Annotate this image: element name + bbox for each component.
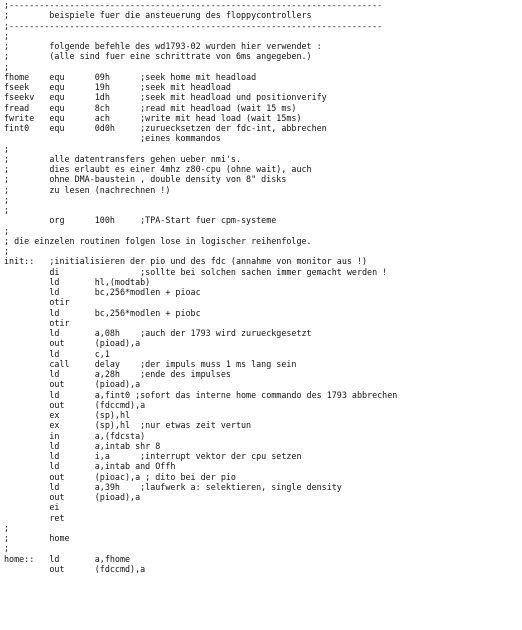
code-line: ld a,intab shr 8 [4, 440, 161, 451]
code-line: out (pioad),a [4, 492, 141, 502]
code-line: ld hl,(modtab) [4, 276, 151, 287]
code-line: init:: ;initialisieren der pio und des fdc (annahme von monitor aus !) [4, 256, 368, 267]
code-line: otir [4, 297, 70, 308]
code-line: otir [4, 317, 70, 328]
code-line: di ;sollte bei solchen sachen immer gemacht werden ! [4, 266, 388, 277]
code-line: fint0 equ 0d0h ;zuruecksetzen der fdc-int, abbrechen [4, 123, 327, 133]
code-line: ; [4, 205, 10, 215]
code-line: ret [4, 512, 65, 523]
assembly-listing [4, 0, 520, 574]
code-line: ld a,39h ;laufwerk a: selektieren, single density [4, 481, 342, 492]
code-line: fseek equ 19h ;seek mit headload [4, 82, 231, 92]
code-line: ; [4, 543, 10, 554]
code-line: ; [4, 61, 10, 72]
code-line: out (pioac),a ; dito bei der pio [4, 471, 236, 482]
code-line: ; alle datentransfers gehen ueber nmi's. [4, 153, 241, 164]
code-line: ex (sp),hl [4, 410, 131, 420]
code-line: fseekv equ 1dh ;seek mit headload und positionverify [4, 92, 327, 103]
code-line: ; beispiele fuer die ansteuerung des floppycontrollers [4, 10, 312, 21]
code-line: out (fdccmd),a [4, 563, 146, 574]
code-line: home:: ld a,fhome [4, 553, 131, 564]
code-line: ; zu lesen (nachrechnen !) [4, 184, 171, 195]
code-line: fhome equ 09h ;seek home mit headload [4, 71, 257, 82]
code-line: out (pioad),a [4, 379, 141, 390]
code-line: ld a,fint0 ;sofort das interne home commando des 1793 abbrechen [4, 389, 398, 400]
code-line: ; [4, 194, 10, 205]
code-line: ;-------------------------------------------------------------------------- [4, 0, 383, 10]
code-line: ;eines kommandos [4, 133, 221, 144]
code-line: ld a,intab and Offh [4, 461, 176, 472]
code-line: org 100h ;TPA-Start fuer cpm-systeme [4, 215, 277, 226]
code-line: ld a,08h ;auch der 1793 wird zurueckgesetzt [4, 328, 312, 338]
code-line: ; (alle sind fuer eine schrittrate von 6ms angegeben.) [4, 51, 312, 62]
code-line: ld bc,256*modlen + piobc [4, 307, 201, 318]
code-line: ld c,1 [4, 348, 110, 359]
code-line: ; dies erlaubt es einer 4mhz z80-cpu (ohne wait), auch [4, 164, 312, 174]
code-line: ; [4, 522, 10, 533]
code-line: ex (sp),hl ;nur etwas zeit vertun [4, 420, 252, 431]
code-line: ; [4, 30, 10, 41]
code-line: ld bc,256*modlen + pioac [4, 287, 201, 297]
code-line: ; folgende befehle des wd1793-02 wurden hier verwendet : [4, 41, 322, 51]
code-line: fread equ 8ch ;read mit headload (wait 15 ms) [4, 102, 297, 113]
code-line: in a,(fdcsta) [4, 430, 146, 441]
code-line: ; [4, 225, 10, 236]
code-line: call delay ;der impuls muss 1 ms lang sein [4, 358, 297, 369]
code-line: ;-------------------------------------------------------------------------- [4, 20, 383, 31]
code-line: ld i,a ;interrupt vektor der cpu setzen [4, 451, 302, 461]
code-line: ; die einzelen routinen folgen lose in logischer reihenfolge. [4, 235, 312, 246]
code-line: ld a,28h ;ende des impulses [4, 369, 231, 379]
code-line: ; [4, 246, 10, 256]
code-line: ; home [4, 533, 70, 543]
code-line: ; ohne DMA-baustein , double density von 8" disks [4, 174, 287, 185]
code-line: ei [4, 502, 60, 513]
code-line: fwrite equ ach ;write mit head load (wait 15ms) [4, 112, 302, 123]
code-line: out (fdccmd),a [4, 399, 146, 410]
code-line: ; [4, 143, 10, 154]
code-line: out (pioad),a [4, 338, 141, 349]
